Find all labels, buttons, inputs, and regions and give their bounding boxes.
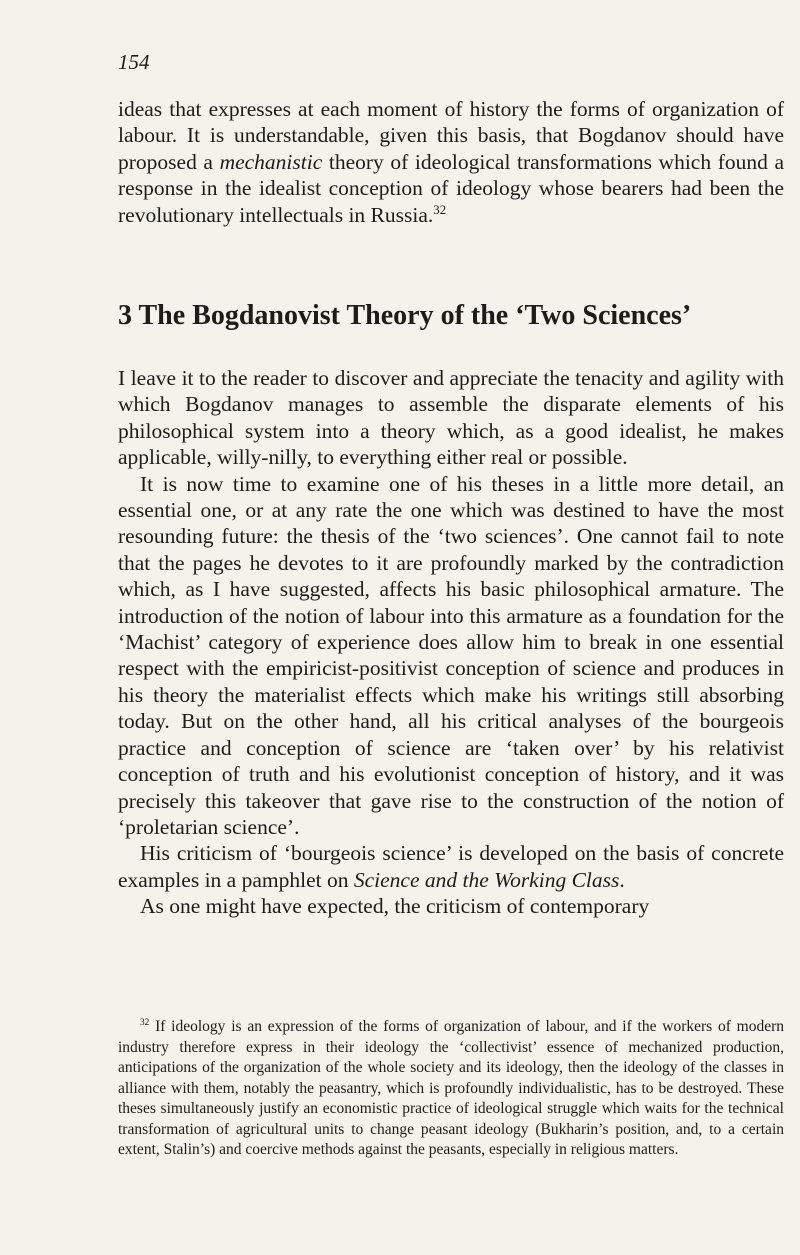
paragraph-text: . [619,867,625,892]
paragraph: I leave it to the reader to discover and appreciate the tenacity and agility with which Bogdanov manages to assemble the disparate elements of his philosophical system into a theory which, as a good idealist, he makes applicable, willy-nilly, to everything either real or possible. [118,366,784,470]
paragraph [118,840,784,893]
opening-paragraph [118,96,784,228]
footnote-number: 32 [140,1017,150,1028]
paragraph-text: theory of ideological transformations which found a response in the idealist conception of ideology whose bearers had been the revolutionary intellectuals in Russia. [118,149,784,227]
paragraph: It is now time to examine one of his theses in a little more detail, an essential one, or at any rate the one which was destined to have the most resounding future: the thesis of the ‘two sciences’. One cannot fail to note that the pages he devotes to it are profoundly marked by the contradiction which, as I have suggested, affects his basic philosophical armature. The introduction of the notion of labour into this armature as a foundation for the ‘Machist’ category of experience does allow him to break in one essential respect with the empiricist-positivist conception of science and produces in his theory the materialist effects which make his writings still absorbing today. But on the other hand, all his critical analyses of the bourgeois practice and conception of science are ‘taken over’ by his relativist conception of truth and his evolutionist conception of history, and it was precisely this takeover that gave rise to the construction of the notion of ‘proletarian science’. [118,471,784,839]
section-body [118,365,784,920]
work-title: Science and the Working Class [353,867,620,892]
paragraph-text: ideas that expresses at each moment of history the forms of organization of labour. It is understandable, given this basis, that Bogdanov should have proposed a [118,97,784,174]
emphasized-word: mechanistic [219,149,323,174]
footnote-text: If ideology is an expression of the forms of organization of labour, and if the workers of modern industry therefore express in their ideology the ‘collectivist’ essence of mechanized production, anticipations of the organization of the whole society and its ideology, then the ideology of the classes in alliance with them, notably the peasantry, which is profoundly individualistic, has to be destroyed. These theses simultaneously justify an economistic practice of ideological struggle which waits for the technical transformation of agricultural units to change peasant ideology (Bukharin’s position, and, to a certain extent, Stalin’s) and coercive methods against the peasants, especially in religious matters. [118,1018,785,1158]
paragraph: As one might have expected, the criticism of contemporary [140,894,650,919]
footnote-reference[interactable]: 32 [433,202,447,217]
paragraph-text: His criticism of ‘bourgeois science’ is developed on the basis of concrete examples in a pamphlet on [118,841,784,892]
paragraph-continued [118,96,784,228]
footnote-area [118,1017,784,1161]
page-number: 154 [118,50,150,74]
footnote [118,1017,784,1161]
section-heading: 3 The Bogdanovist Theory of the ‘Two Sciences’ [118,300,692,331]
